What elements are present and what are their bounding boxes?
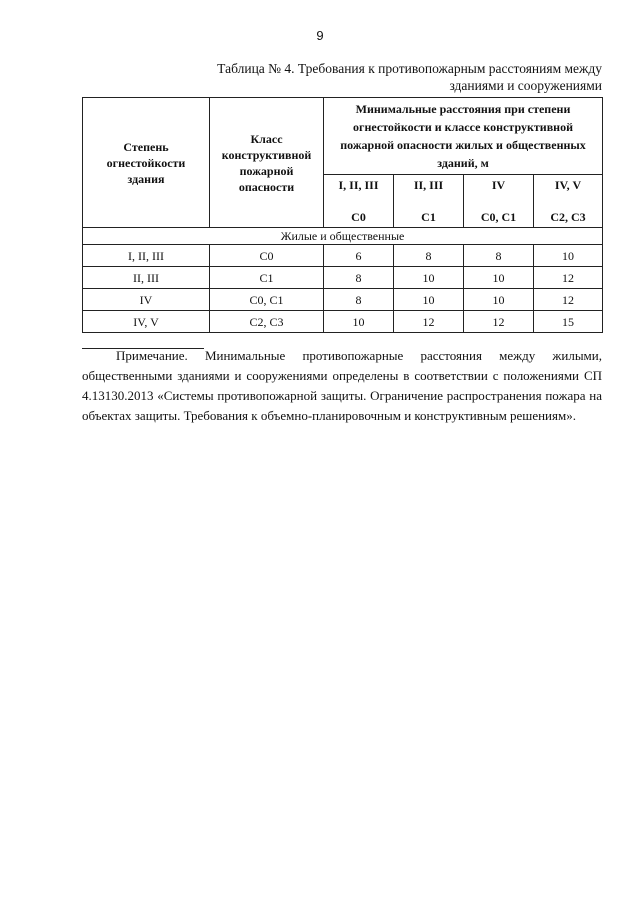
subheader-class: С1 [421,210,436,224]
subheader-class: С0, С1 [480,210,517,224]
header-row [83,98,603,175]
header-class: Класс конструктивной пожарной опасности [210,98,324,228]
subheader-degree: IV, V [554,178,582,192]
row-value: 10 [464,289,534,311]
row-degree: I, II, III [83,245,210,267]
section-row [83,228,603,245]
subheader-degree: II, III [413,178,444,192]
note-text: Примечание. Минимальные противопожарные расстояния между жилыми, общественными зданиями и сооружениями определены в соответствии с положениями СП 4.13130.2013 «Системы противопожарной защиты. Ограничение распространения пожара на объектах защиты. Требования к объемно-планировочным и конструктивным решениям». [82,348,602,423]
row-class: С1 [210,267,324,289]
row-value: 10 [534,245,603,267]
row-value: 12 [394,311,464,333]
table-row [83,311,603,333]
subheader-class: С2, С3 [550,210,586,224]
caption-line-2: зданиями и сооружениями [449,78,602,93]
row-value: 6 [324,245,394,267]
row-class: С0 [210,245,324,267]
table-row [83,267,603,289]
subheader-cell [324,175,394,228]
section-label: Жилые и общественные [83,228,603,245]
header-group: Минимальные расстояния при степени огнестойкости и классе конструктивной пожарной опасности жилых и общественных зданий, м [324,98,603,175]
row-degree: IV, V [83,311,210,333]
row-value: 12 [534,267,603,289]
subheader-degree: I, II, III [338,178,379,192]
table-caption [182,60,602,94]
table-row [83,245,603,267]
row-value: 8 [324,289,394,311]
row-value: 10 [324,311,394,333]
subheader-cell [464,175,534,228]
row-value: 12 [534,289,603,311]
fire-distance-table [82,97,603,333]
row-value: 12 [464,311,534,333]
row-degree: II, III [83,267,210,289]
row-class: С0, С1 [210,289,324,311]
row-degree: IV [83,289,210,311]
row-value: 8 [324,267,394,289]
row-value: 8 [464,245,534,267]
table-note [82,346,602,426]
row-class: С2, С3 [210,311,324,333]
subheader-cell [534,175,603,228]
table-row [83,289,603,311]
header-degree: Степень огнестойкости здания [83,98,210,228]
row-value: 10 [464,267,534,289]
row-value: 10 [394,267,464,289]
subheader-degree: IV [491,178,506,192]
row-value: 15 [534,311,603,333]
caption-line-1: Таблица № 4. Требования к противопожарным расстояниям между [217,61,602,76]
subheader-cell [394,175,464,228]
page-number: 9 [316,28,324,43]
row-value: 10 [394,289,464,311]
row-value: 8 [394,245,464,267]
subheader-class: С0 [351,210,366,224]
